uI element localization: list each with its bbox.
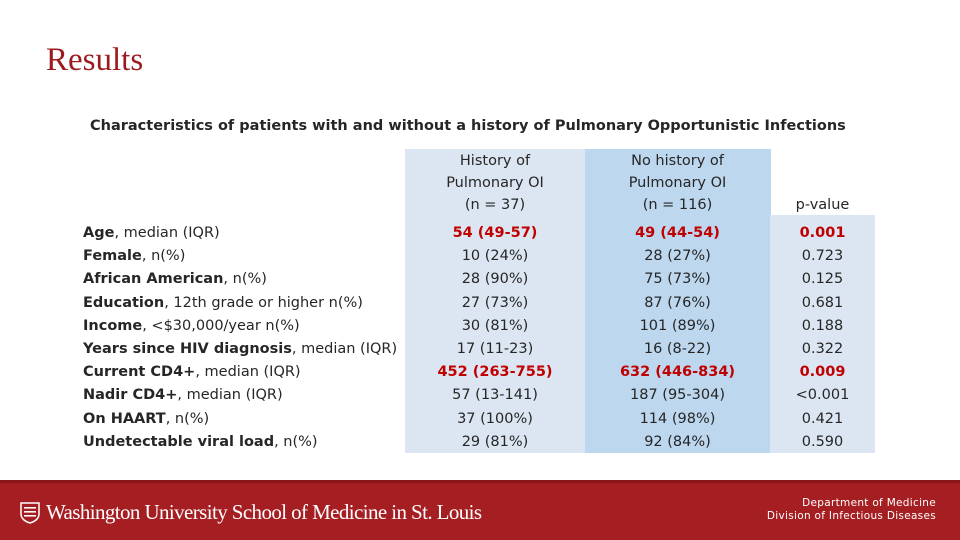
row-label-unit: , median (IQR) [177,387,283,404]
history-value: 57 (13-141) [452,387,538,404]
row-label [83,408,397,431]
no-history-value: 16 (8-22) [643,341,712,358]
row-label [83,292,397,315]
row-label-variable: African American [83,271,224,288]
no-history-value: 632 (446-834) [619,364,736,381]
row-label-variable: Years since HIV diagnosis [83,341,292,358]
history-value: 28 (90%) [461,271,529,288]
header-no-history [585,150,770,216]
row-label-variable: Female [83,248,142,265]
history-value: 29 (81%) [461,433,529,450]
shield-icon [20,502,40,524]
row-label-variable: Nadir CD4+ [83,387,178,404]
header-history-line: Pulmonary OI [446,175,544,191]
history-value: 54 (49-57) [452,225,538,241]
row-label [83,315,397,338]
row-label-unit: , 12th grade or higher n(%) [164,294,363,311]
history-value: 17 (11-23) [456,341,534,358]
header-no-history-line: Pulmonary OI [628,175,727,191]
slide-title: Results [46,42,144,78]
university-logo[interactable] [20,500,481,525]
department-info [767,497,936,523]
column-pvalue-values [770,222,875,454]
row-label-variable: Income [83,317,143,334]
row-label-unit: , median (IQR) [195,364,301,381]
history-value: 27 (73%) [461,294,529,311]
header-no-history-line: No history of [631,153,724,169]
row-label-variable: On HAART [83,410,166,427]
p-value: 0.188 [801,317,844,334]
no-history-value: 87 (76%) [644,294,711,311]
row-label [83,384,397,407]
row-label [83,361,397,384]
p-value: 0.322 [801,341,844,358]
header-history [405,150,585,216]
row-label [83,268,397,291]
p-value: 0.723 [801,248,844,265]
header-history-line: History of [459,153,531,169]
table-caption: Characteristics of patients with and without a history of Pulmonary Opportunistic Infections [90,118,846,134]
row-label-variable: Age [83,225,115,241]
no-history-value: 187 (95-304) [630,387,725,404]
row-label [83,222,397,245]
row-label-unit: , n(%) [223,271,267,288]
division-name: Division of Infectious Diseases [766,510,936,522]
row-label [83,338,397,361]
header-no-history-line: (n = 116) [642,197,713,213]
row-label [83,431,397,454]
no-history-value: 75 (73%) [644,271,711,288]
p-value: 0.421 [801,410,844,427]
no-history-value: 49 (44-54) [635,225,720,241]
footer-bar [0,480,960,540]
p-value: 0.125 [801,271,844,288]
history-value: 10 (24%) [461,248,529,265]
row-label-unit: , <$30,000/year n(%) [142,317,300,334]
no-history-value: 28 (27%) [644,248,711,265]
column-history-values [405,222,585,454]
row-label-variable: Current CD4+ [83,364,196,381]
row-label-unit: , n(%) [274,433,318,450]
p-value: 0.590 [801,433,844,450]
history-value: 37 (100%) [457,410,533,427]
row-labels [83,222,397,454]
header-pvalue: p-value [795,197,850,213]
column-no-history-values [585,222,770,454]
department-name: Department of Medicine [802,497,936,509]
history-value: 452 (263-755) [437,364,553,381]
no-history-value: 92 (84%) [644,433,711,450]
row-label-unit: , n(%) [141,248,186,265]
p-value: 0.001 [799,225,846,241]
no-history-value: 114 (98%) [639,410,716,427]
university-name: Washington University School of Medicine in St. Louis [46,500,482,524]
row-label-unit: , median (IQR) [114,225,220,241]
history-value: 30 (81%) [461,317,529,334]
no-history-value: 101 (89%) [639,317,716,334]
p-value: 0.681 [801,294,844,311]
p-value: <0.001 [795,387,850,404]
p-value: 0.009 [799,364,846,381]
row-label-variable: Undetectable viral load [83,433,275,450]
row-label-unit: , n(%) [165,410,210,427]
header-history-line: (n = 37) [464,197,526,213]
row-label [83,245,397,268]
row-label-variable: Education [83,294,165,311]
row-label-unit: , median (IQR) [291,341,398,358]
